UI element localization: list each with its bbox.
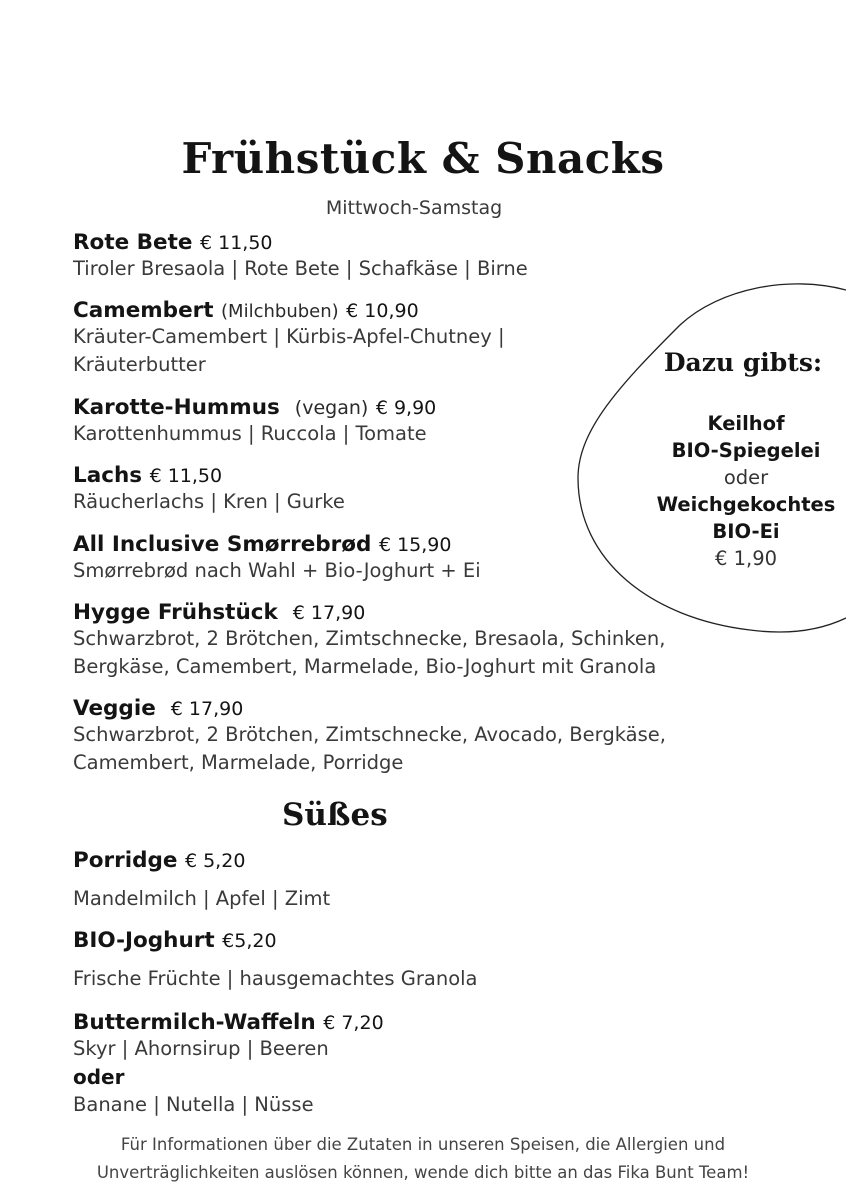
extras-body [630, 410, 846, 572]
item-price: € 9,90 [375, 397, 437, 419]
page-subtitle: Mittwoch-Samstag [325, 197, 503, 219]
item-price: € 15,90 [378, 534, 452, 556]
item-description: Bergkäse, Camembert, Marmelade, Bio-Joghurt mit Granola [73, 655, 657, 678]
item-name: Veggie [73, 696, 156, 721]
extras-price: € 1,90 [714, 547, 778, 570]
item-description: Schwarzbrot, 2 Brötchen, Zimtschnecke, Bresaola, Schinken, [73, 627, 666, 650]
allergy-notice [0, 1131, 846, 1187]
menu-item-porridge [73, 848, 330, 913]
menu-item-karotte-hummus [73, 395, 436, 448]
extras-or: oder [723, 466, 769, 489]
page-title: Frühstück & Snacks [181, 134, 665, 183]
item-description: Frische Früchte | hausgemachtes Granola [73, 967, 478, 990]
item-description: Camembert, Marmelade, Porridge [73, 751, 404, 774]
item-description: Smørrebrød nach Wahl + Bio-Joghurt + Ei [73, 559, 481, 582]
item-price: € 10,90 [346, 300, 419, 322]
extras-line: Keilhof [707, 412, 785, 435]
item-price: € 7,20 [323, 1012, 384, 1034]
item-description: Banane | Nutella | Nüsse [73, 1093, 314, 1116]
item-name: BIO-Joghurt [73, 928, 215, 953]
menu-item-all-inclusive [73, 532, 481, 585]
item-price: € 17,90 [170, 698, 244, 720]
section-title-suesses: Süßes [282, 797, 388, 833]
item-name: Camembert [73, 298, 214, 323]
menu-item-rote-bete [73, 230, 528, 283]
item-description: Schwarzbrot, 2 Brötchen, Zimtschnecke, Avocado, Bergkäse, [73, 723, 666, 746]
item-note: (vegan) [294, 397, 369, 419]
item-name: Buttermilch-Waffeln [73, 1010, 316, 1035]
item-description: Kräuter-Camembert | Kürbis-Apfel-Chutney | [73, 325, 505, 348]
item-description: Tiroler Bresaola | Rote Bete | Schafkäse | Birne [73, 257, 528, 280]
item-name: Karotte-Hummus [73, 395, 280, 420]
menu-item-veggie [73, 696, 666, 777]
item-note: (Milchbuben) [221, 301, 339, 322]
menu-item-bio-joghurt [73, 928, 478, 993]
menu-item-lachs [73, 463, 345, 516]
menu-item-hygge-fruehstueck [73, 600, 665, 681]
footer-line: Unverträglichkeiten auslösen können, wende dich bitte an das Fika Bunt Team! [96, 1163, 750, 1182]
item-price: € 5,20 [184, 850, 246, 872]
extras-line: Weichgekochtes [656, 493, 836, 516]
item-description: Karottenhummus | Ruccola | Tomate [73, 422, 427, 445]
item-price: € 17,90 [292, 602, 366, 624]
item-description: Mandelmilch | Apfel | Zimt [73, 887, 331, 910]
item-name: Porridge [73, 848, 178, 873]
item-description: Skyr | Ahornsirup | Beeren [73, 1037, 329, 1060]
item-description: Räucherlachs | Kren | Gurke [73, 490, 345, 513]
item-name: Lachs [73, 463, 143, 488]
footer-line: Für Informationen über die Zutaten in unseren Speisen, die Allergien und [120, 1135, 726, 1154]
item-name: Rote Bete [73, 230, 193, 255]
item-description: Kräuterbutter [73, 353, 206, 376]
item-name: All Inclusive Smørrebrød [73, 532, 372, 557]
item-price: € 11,50 [149, 465, 223, 487]
extras-title: Dazu gibts: [663, 348, 823, 377]
menu-item-buttermilch-waffeln [73, 1010, 384, 1119]
item-price: € 11,50 [200, 232, 273, 254]
extras-line: BIO-Ei [712, 520, 780, 543]
item-name: Hygge Frühstück [73, 600, 278, 625]
or-label: oder [73, 1065, 125, 1089]
extras-line: BIO-Spiegelei [671, 439, 821, 462]
menu-item-camembert [73, 298, 505, 379]
item-price: €5,20 [222, 930, 277, 952]
